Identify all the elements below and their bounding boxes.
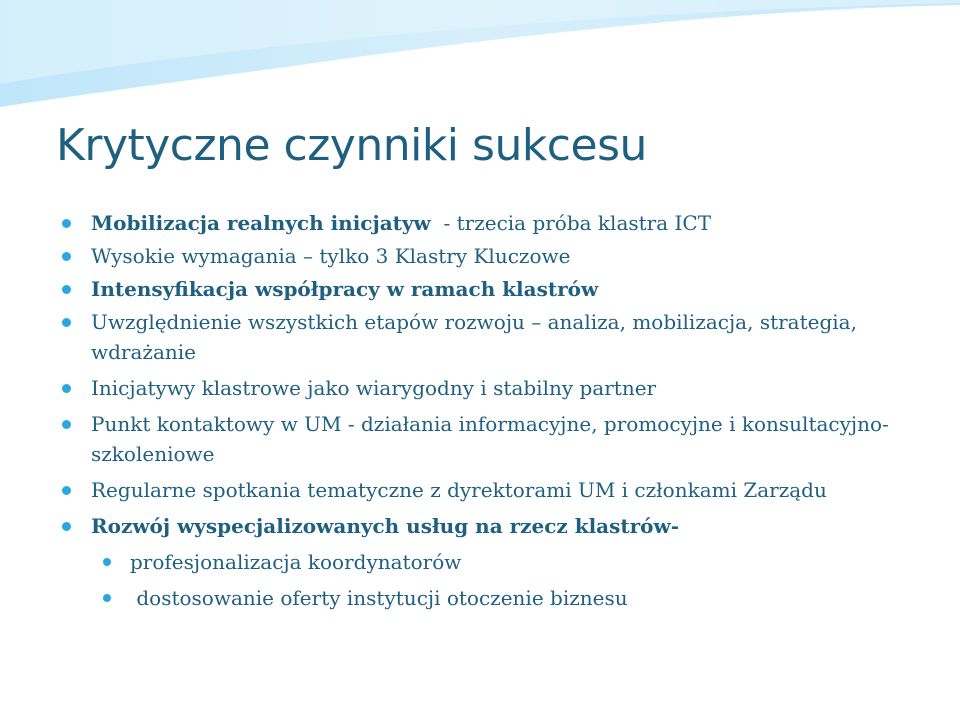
bullet-text: Punkt kontaktowy w UM - działania informacyjne, promocyjne i konsultacyjno-szkoleniowe [91, 412, 889, 466]
bullet-item [62, 274, 942, 304]
bullet-list [62, 208, 942, 616]
bullet-text: Uwzględnienie wszystkich etapów rozwoju – analiza, mobilizacja, strategia, wdrażanie [91, 310, 857, 364]
bullet-strong: Rozwój wyspecjalizowanych usług na rzecz klastrów- [91, 514, 680, 538]
bullet-text: Wysokie wymagania – tylko 3 Klastry Kluczowe [91, 244, 571, 268]
bullet-dot-icon [62, 252, 71, 261]
bullet-item [62, 307, 942, 367]
bullet-text: - trzecia próba klastra ICT [430, 211, 712, 235]
bullet-dot-icon [62, 522, 71, 531]
bullet-item [62, 409, 942, 469]
bullet-dot-icon [62, 486, 71, 495]
bullet-dot-icon [62, 384, 71, 393]
bullet-strong: Mobilizacja realnych inicjatyw [91, 211, 431, 235]
slide-title: Krytyczne czynniki sukcesu [56, 120, 647, 171]
sub-bullet-item [101, 580, 942, 616]
bullet-text: Regularne spotkania tematyczne z dyrektorami UM i członkami Zarządu [91, 478, 827, 502]
sub-bullet-text: profesjonalizacja koordynatorów [130, 550, 462, 574]
sub-bullet-list [91, 544, 942, 616]
sub-bullet-dot-icon [103, 558, 111, 566]
bullet-dot-icon [62, 318, 71, 327]
sub-bullet-text: dostosowanie oferty instytucji otoczenie biznesu [130, 586, 628, 610]
bullet-item [62, 208, 942, 238]
bullet-text: Inicjatywy klastrowe jako wiarygodny i stabilny partner [91, 376, 657, 400]
sub-bullet-dot-icon [103, 594, 111, 602]
sub-bullet-item [101, 544, 942, 580]
bullet-dot-icon [62, 420, 71, 429]
bullet-item [62, 511, 942, 616]
bullet-dot-icon [62, 285, 71, 294]
bullet-dot-icon [62, 219, 71, 228]
bullet-strong: Intensyfikacja współpracy w ramach klastrów [91, 277, 599, 301]
bullet-item [62, 241, 942, 271]
bullet-item [62, 373, 942, 403]
bullet-item [62, 475, 942, 505]
header-banner [0, 0, 960, 112]
